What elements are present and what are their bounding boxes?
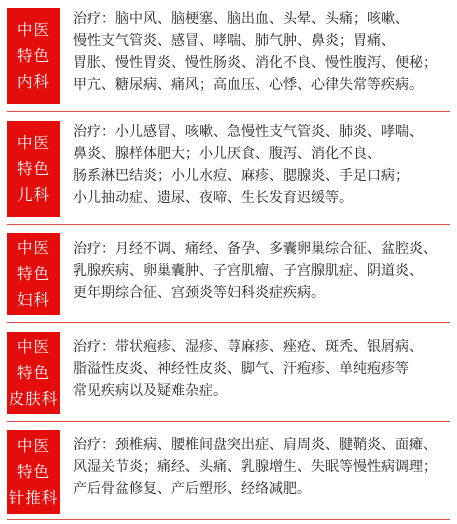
- section-divider: [7, 322, 450, 323]
- treatment-description: 治疗：脑中风、脑梗塞、脑出血、头晕、头痛；咳嗽、 慢性支气管炎、感冒、哮喘、肺气肿、鼻炎；胃痛、 胃胀、慢性胃炎、慢性肠炎、消化不良、慢性腹泻、便秘； 甲亢、糖尿病、痛风；高血压、心悸、心律失常等疾病。: [73, 11, 437, 93]
- department-badge: 中医 特色 妇科: [7, 233, 60, 315]
- section-divider: [7, 224, 450, 225]
- treatment-description: 治疗：带状疱疹、湿疹、荨麻疹、痤疮、斑秃、银屑病、 脂溢性皮炎、神经性皮炎、脚气、汗疱疹、单纯疱疹等 常见疾病以及疑难杂症。: [73, 339, 423, 399]
- treatment-description: 治疗：月经不调、痛经、备孕、多囊卵巢综合征、盆腔炎、 乳腺疾病、卵巢囊肿、子宫肌瘤、子宫腺肌症、阴道炎、 更年期综合征、宫颈炎等妇科炎症疾病。: [73, 241, 437, 301]
- section-divider: [7, 519, 450, 520]
- section-divider: [7, 111, 450, 112]
- department-badge: 中医 特色 内科: [7, 8, 60, 104]
- section-acupuncture-massage: [7, 430, 450, 514]
- treatment-description: 治疗：小儿感冒、咳嗽、急慢性支气管炎、肺炎、哮喘、 鼻炎、腺样体肥大；小儿厌食、腹泻、消化不良、 肠系淋巴结炎；小儿水痘、麻疹、腮腺炎、手足口病； 小儿抽动症、遗尿、夜啼、生长发育迟缓等。: [73, 124, 423, 206]
- section-internal-medicine: [7, 8, 450, 104]
- section-pediatrics: [7, 121, 450, 217]
- department-badge: 中医 特色 皮肤科: [7, 332, 60, 414]
- section-gynecology: [7, 233, 450, 315]
- department-badge: 中医 特色 儿科: [7, 121, 60, 217]
- section-divider: [7, 421, 450, 422]
- section-dermatology: [7, 332, 450, 414]
- department-badge: 中医 特色 针推科: [7, 430, 60, 514]
- treatment-description: 治疗：颈椎病、腰椎间盘突出症、肩周炎、腱鞘炎、面瘫、 风湿关节炎；痛经、头痛、乳腺增生、失眠等慢性病调理； 产后骨盆修复、产后塑形、经络减肥。: [73, 437, 437, 497]
